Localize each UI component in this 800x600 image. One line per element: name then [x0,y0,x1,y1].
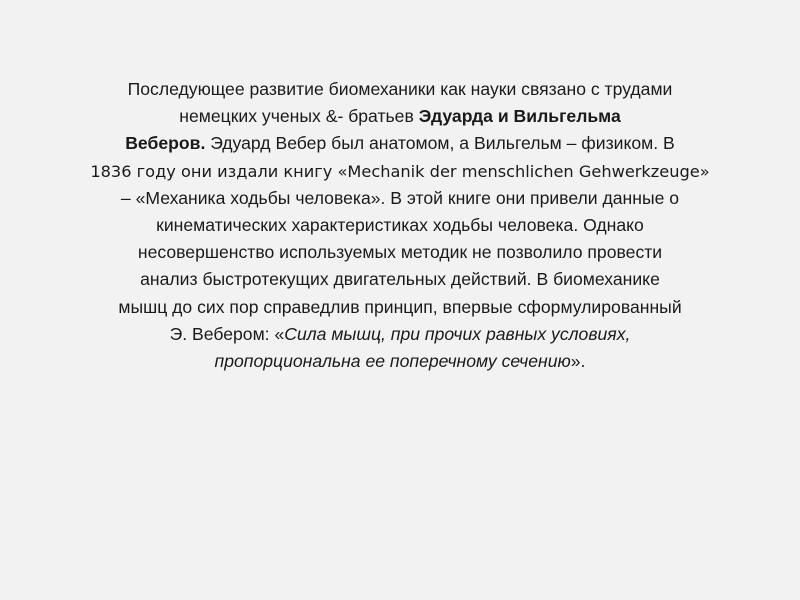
text-line-2 [44,103,756,130]
text-line-4-plain: 1836 году они издали книгу [90,161,338,181]
text-line-8: анализ быстротекущих двигательных действий. В биомеханике [140,269,660,290]
text-line-1: Последующее развитие биомеханики как науки связано с трудами [127,79,673,99]
weber-first-names: Эдуарда и Вильгельма [418,106,621,127]
weber-principle-quote-end: пропорциональна ее поперечному сечению [214,351,571,372]
text-line-9: мышц до сих пор справедлив принцип, впервые сформулированный [118,296,682,317]
text-line-11 [44,348,756,375]
text-line-5: – «Механика ходьбы человека». В этой книге они привели данные о [120,187,680,208]
text-line-2-plain: немецких ученых &- братьев [179,106,419,127]
text-line-3 [44,130,756,157]
body-paragraph [44,76,756,375]
text-line-7: несовершенство используемых методик не позволило провести [137,242,663,263]
weber-principle-quote-start: Сила мышц, при прочих равных условиях, [284,323,631,344]
text-line-10 [44,321,756,348]
text-line-3-plain: Эдуард Вебер был анатомом, а Вильгельм – физиком. В [205,133,675,154]
text-line-10-plain: Э. Вебером: « [169,323,285,344]
weber-surname: Веберов. [125,133,206,154]
closing-quote-mark: ». [570,351,586,372]
book-title-german: «Mechanik der menschlichen Gehwerkzeuge» [337,161,710,181]
text-line-4 [44,158,756,185]
text-line-6: кинематических характеристиках ходьбы человека. Однако [156,215,644,236]
